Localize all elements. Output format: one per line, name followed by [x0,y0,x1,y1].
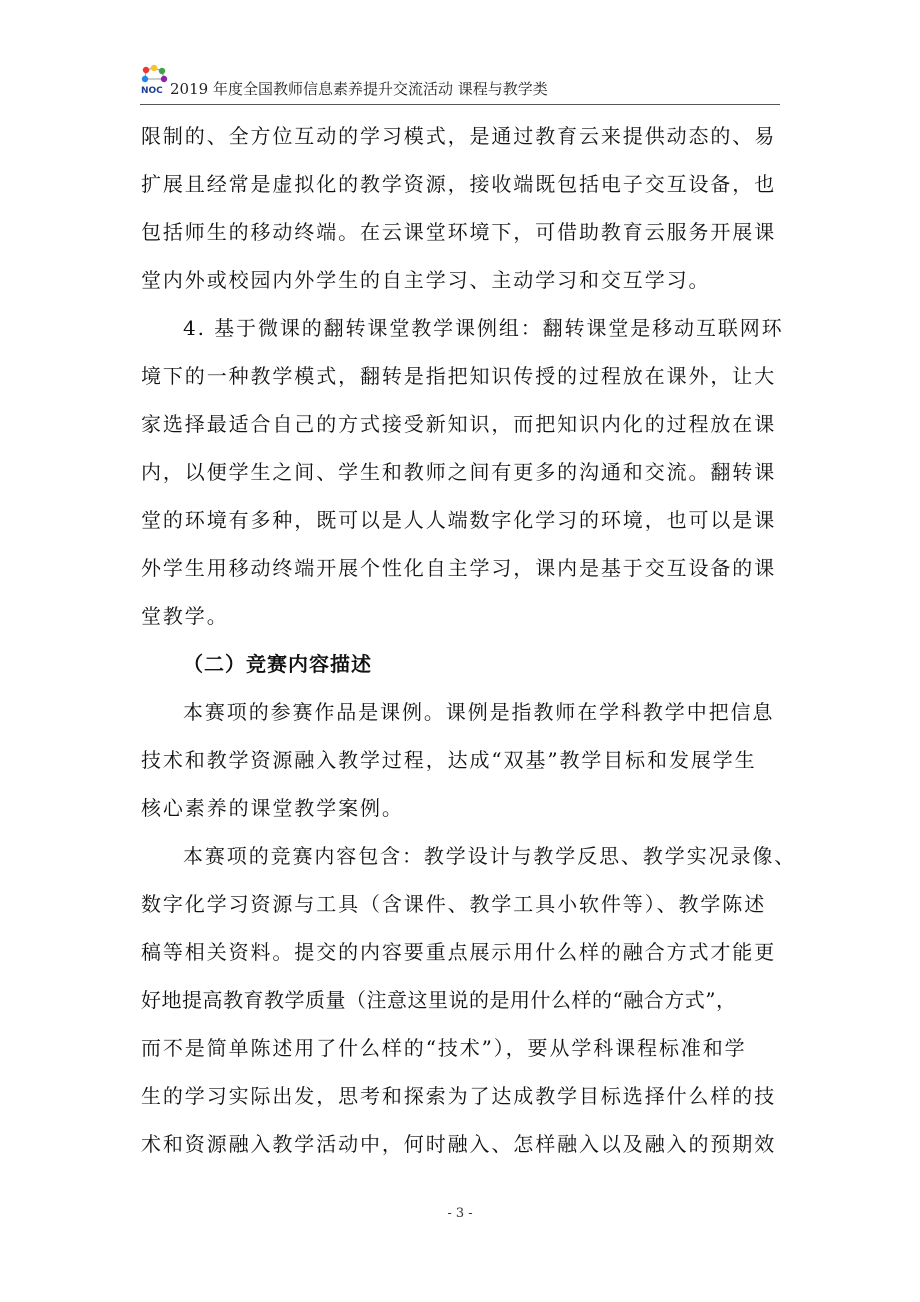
document-body [141,112,797,1168]
logo-text: NOC [141,86,163,96]
noc-logo-icon [140,64,170,86]
text-line: 而不是简单陈述用了什么样的“技术”），要从学科课程标准和学 [141,1036,747,1060]
text-line: 好地提高教育教学质量（注意这里说的是用什么样的“融合方式”， [141,988,737,1012]
noc-logo [140,64,170,96]
text-line: 数字化学习资源与工具（含课件、教学工具小软件等）、教学陈述 [141,892,767,916]
text-line: 生的学习实际出发，思考和探索为了达成教学目标选择什么样的技 [141,1084,777,1108]
page-number: - 3 - [447,1206,473,1221]
text-line: 包括师生的移动终端。在云课堂环境下，可借助教育云服务开展课 [141,220,777,244]
text-line: 术和资源融入教学活动中，何时融入、怎样融入以及融入的预期效 [141,1132,777,1156]
text-line: 本赛项的竞赛内容包含：教学设计与教学反思、教学实况录像、 [183,844,797,868]
section-heading: （二）竞赛内容描述 [183,652,372,676]
text-line: 堂的环境有多种，既可以是人人端数字化学习的环境，也可以是课 [141,508,777,532]
text-line: 核心素养的课堂教学案例。 [141,796,404,820]
text-line: 技术和教学资源融入教学过程，达成“双基”教学目标和发展学生 [141,748,757,772]
header-title: 2019 年度全国教师信息素养提升交流活动 课程与教学类 [170,80,548,98]
text-line: 扩展且经常是虚拟化的教学资源，接收端既包括电子交互设备，也 [141,172,777,196]
text-line: 堂教学。 [141,604,229,628]
header-divider [140,104,780,105]
text-line: 本赛项的参赛作品是课例。课例是指教师在学科教学中把信息 [183,700,775,724]
text-line: 堂内外或校园内外学生的自主学习、主动学习和交互学习。 [141,268,711,292]
text-line: 内，以便学生之间、学生和教师之间有更多的沟通和交流。翻转课 [141,460,777,484]
text-line: 限制的、全方位互动的学习模式，是通过教育云来提供动态的、易 [141,124,777,148]
text-line: 家选择最适合自己的方式接受新知识，而把知识内化的过程放在课 [141,412,777,436]
text-line: 稿等相关资料。提交的内容要重点展示用什么样的融合方式才能更 [141,940,777,964]
text-line: 4. 基于微课的翻转课堂教学课例组：翻转课堂是移动互联网环 [183,316,784,340]
text-line: 外学生用移动终端开展个性化自主学习，课内是基于交互设备的课 [141,556,777,580]
text-line: 境下的一种教学模式，翻转是指把知识传授的过程放在课外，让大 [141,364,777,388]
page-header [140,60,780,100]
